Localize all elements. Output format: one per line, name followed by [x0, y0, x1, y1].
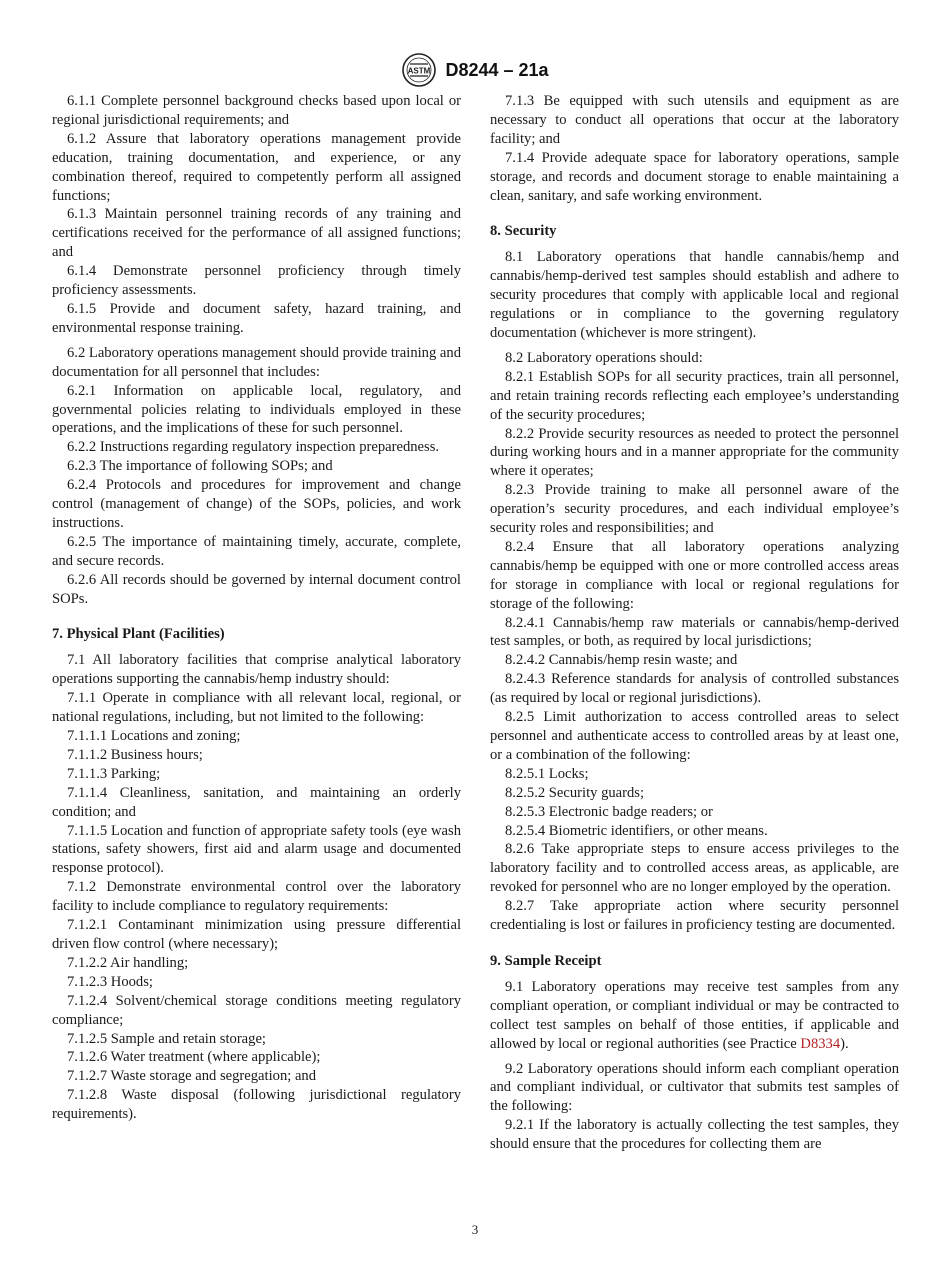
paragraph: 7.1.2.1 Contaminant minimization using pressure differential driven flow control (where necessary);	[52, 917, 461, 952]
paragraph: 8.2.4.3 Reference standards for analysis of controlled substances (as required by local or regional jurisdictions).	[490, 671, 899, 707]
paragraph: 8.2.6 Take appropriate steps to ensure access privileges to the laboratory facility and to controlled access areas, as applicable, are revoked for personnel who are no longer employed by the operation.	[490, 841, 899, 896]
section-heading: 7. Physical Plant (Facilities)	[52, 626, 225, 643]
paragraph: 8.2.4 Ensure that all laboratory operations analyzing cannabis/hemp be equipped with one or more controlled access areas for storage in compliance with local or regional regulations for storage of the following:	[490, 538, 899, 612]
section-heading: 8. Security	[490, 223, 557, 240]
paragraph: 7.1.1.1 Locations and zoning;	[67, 728, 241, 744]
paragraph: 6.1.1 Complete personnel background checks based upon local or regional jurisdictional requirements; and	[52, 93, 461, 128]
paragraph: 7.1.2.7 Waste storage and segregation; and	[67, 1068, 317, 1085]
paragraph: 6.1.4 Demonstrate personnel proficiency through timely proficiency assessments.	[52, 263, 461, 299]
paragraph: 8.2.1 Establish SOPs for all security practices, train all personnel, and retain training records reflecting each employee’s understanding of the security procedures;	[490, 368, 899, 423]
right-column	[490, 92, 899, 1154]
paragraph: 7.1.2.4 Solvent/chemical storage conditions meeting regulatory compliance;	[52, 992, 461, 1028]
page-number: 3	[471, 1222, 479, 1237]
paragraph: 8.2.5.1 Locks;	[505, 765, 589, 782]
paragraph: 8.2.5.3 Electronic badge readers; or	[505, 803, 713, 820]
paragraph: 8.2.7 Take appropriate action where security personnel credentialing is lost or failures in proficiency testing are documented.	[490, 898, 899, 934]
document-id: D8244 – 21a	[445, 59, 549, 80]
paragraph: 7.1.2.6 Water treatment (where applicable);	[67, 1049, 321, 1066]
paragraph: 7.1.1.5 Location and function of appropriate safety tools (eye wash stations, safety showers, first aid and alarm usage and documented response protocol).	[52, 822, 461, 877]
paragraph: 8.2.4.2 Cannabis/hemp resin waste; and	[505, 652, 738, 669]
paragraph: 6.2.4 Protocols and procedures for improvement and change control (management of change) of the SOPs, policies, and work instructions.	[52, 477, 461, 531]
paragraph: 8.2.4.1 Cannabis/hemp raw materials or cannabis/hemp-derived test samples, or both, as required by local jurisdictions;	[490, 614, 899, 650]
paragraph: 7.1.2.8 Waste disposal (following jurisdictional regulatory requirements).	[52, 1087, 461, 1123]
paragraph: 6.2.2 Instructions regarding regulatory inspection preparedness.	[67, 439, 440, 456]
paragraph: 7.1.2.2 Air handling;	[67, 954, 189, 971]
paragraph: 7.1.1.3 Parking;	[67, 765, 161, 782]
paragraph: 6.2.3 The importance of following SOPs; and	[67, 458, 333, 475]
section-heading: 9. Sample Receipt	[490, 952, 602, 969]
paragraph: 9.1 Laboratory operations may receive test samples from any compliant operation, or compliant individual or may be contracted to collect test samples on behalf of those entities, if applicable and allowed by local or regional authorities (see Practice D8334).	[490, 978, 899, 1052]
paragraph: 6.2 Laboratory operations management should provide training and documentation for all personnel that includes:	[52, 344, 461, 380]
paragraph: 7.1 All laboratory facilities that comprise analytical laboratory operations supporting the cannabis/hemp industry should:	[52, 652, 461, 688]
paragraph: 6.2.1 Information on applicable local, regulatory, and governmental policies relating to individuals employed in these operations, and the implications of these for such personnel.	[52, 382, 461, 437]
page-header	[0, 52, 950, 93]
paragraph: 8.2.3 Provide training to make all personnel aware of the operation’s security procedures, and each individual employee’s security roles and responsibilities; and	[490, 482, 899, 537]
paragraph: 8.2 Laboratory operations should:	[505, 349, 703, 366]
paragraph: 8.2.5.2 Security guards;	[505, 784, 645, 801]
paragraph: 8.1 Laboratory operations that handle cannabis/hemp and cannabis/hemp-derived test samples should establish and adhere to security procedures that comply with applicable local and regional regulations or in compliance to the governing regulatory documentation (whichever is more stringent).	[490, 249, 899, 341]
paragraph: 6.2.6 All records should be governed by internal document control SOPs.	[52, 571, 461, 607]
paragraph: 6.1.3 Maintain personnel training records of any training and certifications received for the performance of all assigned functions; and	[52, 206, 461, 261]
paragraph: 6.1.5 Provide and document safety, hazard training, and environmental response training.	[52, 300, 461, 336]
paragraph: 8.2.2 Provide security resources as needed to protect the personnel during working hours and in a manner appropriate for the community where it operates;	[490, 425, 899, 480]
left-column	[52, 92, 461, 1124]
paragraph: 8.2.5 Limit authorization to access controlled areas to select personnel and authenticate access to controlled areas by at least one, or a combination of the following:	[490, 709, 899, 763]
paragraph: 6.1.2 Assure that laboratory operations management provide education, training documentation, and experience, or any combination thereof, required to competently perform all assigned functions;	[52, 130, 461, 204]
paragraph: 7.1.1 Operate in compliance with all relevant local, regional, or national regulations, including, but not limited to the following:	[52, 690, 461, 726]
astm-logo-icon	[401, 52, 437, 88]
paragraph: 7.1.2.5 Sample and retain storage;	[67, 1030, 266, 1047]
paragraph: 7.1.2.3 Hoods;	[67, 973, 153, 990]
paragraph: 6.2.5 The importance of maintaining timely, accurate, complete, and secure records.	[52, 533, 461, 569]
paragraph: 8.2.5.4 Biometric identifiers, or other means.	[505, 822, 768, 839]
paragraph: 7.1.4 Provide adequate space for laboratory operations, sample storage, and records and document storage to enable maintaining a clean, sanitary, and safe working environment.	[490, 149, 899, 204]
reference-link[interactable]: D8334	[800, 1035, 841, 1052]
paragraph: 7.1.2 Demonstrate environmental control over the laboratory facility to include compliance to regulatory requirements:	[52, 879, 461, 915]
paragraph: 7.1.3 Be equipped with such utensils and equipment as are necessary to conduct all operations that occur at the laboratory facility; and	[490, 93, 899, 147]
svg-text:ASTM: ASTM	[408, 66, 431, 76]
paragraph: 9.2.1 If the laboratory is actually collecting the test samples, they should ensure that the procedures for collecting them are	[490, 1117, 899, 1153]
paragraph: 7.1.1.4 Cleanliness, sanitation, and maintaining an orderly condition; and	[52, 784, 461, 820]
paragraph: 9.2 Laboratory operations should inform each compliant operation and compliant individual, or cultivator that submits test samples of the following:	[490, 1060, 899, 1115]
paragraph: 7.1.1.2 Business hours;	[67, 746, 203, 763]
